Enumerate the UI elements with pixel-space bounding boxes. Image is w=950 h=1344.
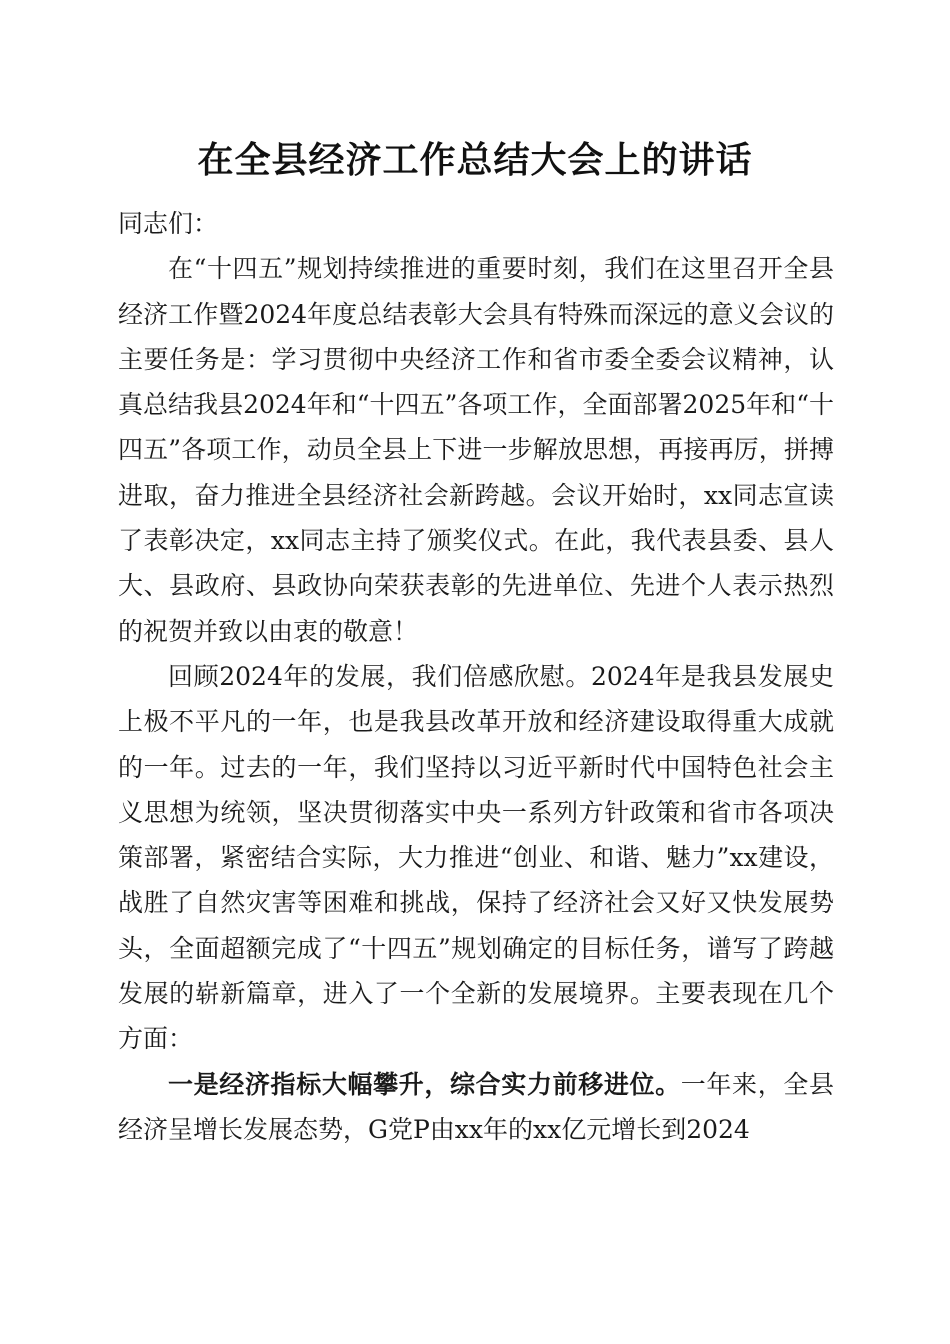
paragraph-text: 回顾2024年的发展，我们倍感欣慰。2024年是我县发展史上极不平凡的一年，也是我县改革开放和经济建设取得重大成就的一年。过去的一年，我们坚持以习近平新时代中国特色社会主义思想为统领，坚决贯彻落实中央一系列方针政策和省市各项决策部署，紧密结合实际，大力推进“创业、和谐、魅力”xx建设，战胜了自然灾害等困难和挑战，保持了经济社会又好又快发展势头，全面超额完成了“十四五”规划确定的目标任务，谱写了跨越发展的崭新篇章，进入了一个全新的发展境界。主要表现在几个方面： — [118, 661, 834, 1054]
document-body — [118, 201, 834, 1152]
paragraph-text: 在“十四五”规划持续推进的重要时刻，我们在这里召开全县经济工作暨2024年度总结表彰大会具有特殊而深远的意义会议的主要任务是：学习贯彻中央经济工作和省市委全委会议精神，认真总结我县2024年和“十四五”各项工作，全面部署2025年和“十四五”各项工作，动员全县上下进一步解放思想，再接再厉，拼搏进取，奋力推进全县经济社会新跨越。会议开始时，xx同志宣读了表彰决定，xx同志主持了颁奖仪式。在此，我代表县委、县人大、县政府、县政协向荣获表彰的先进单位、先进个人表示热烈的祝贺并致以由衷的敬意！ — [118, 254, 834, 646]
paragraph-text: 一年来，全县经济呈增长发展态势，G党P由xx年的xx亿元增长到2024 — [118, 1069, 834, 1144]
paragraph-review — [118, 654, 834, 1062]
paragraph-lead-heading: 一是经济指标大幅攀升，综合实力前移进位。 — [168, 1069, 681, 1099]
paragraph-opening — [118, 246, 834, 654]
paragraph-point-one — [118, 1062, 834, 1153]
document-title: 在全县经济工作总结大会上的讲话 — [197, 139, 753, 181]
salutation: 同志们： — [118, 209, 219, 238]
